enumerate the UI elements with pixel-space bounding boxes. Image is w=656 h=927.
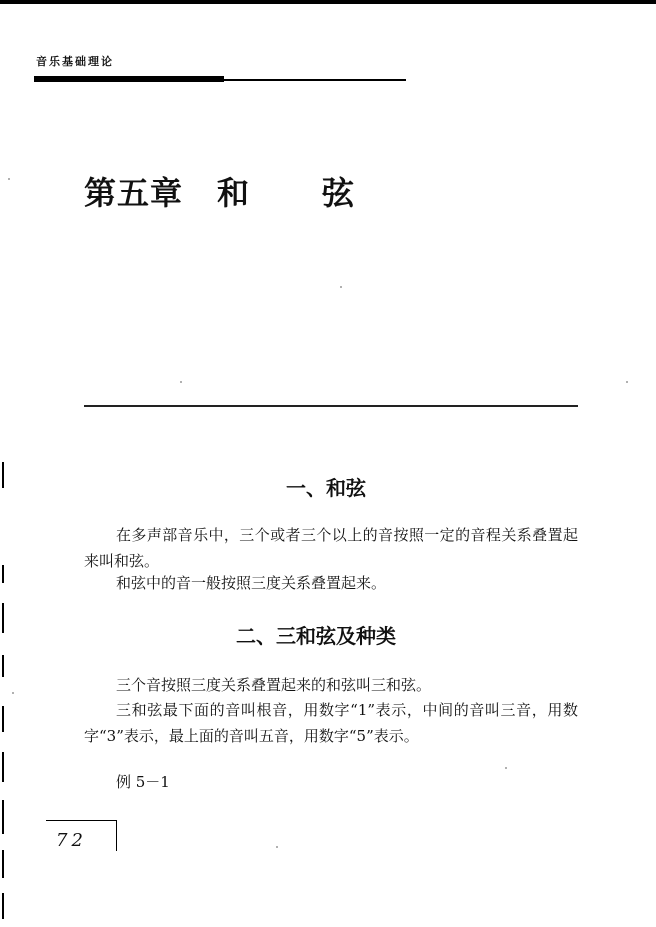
binding-mark: [2, 655, 4, 677]
binding-mark: [2, 706, 4, 732]
scan-speck: [12, 692, 14, 694]
section-2-paragraph-2: 三和弦最下面的音叫根音，用数字“1”表示，中间的音叫三音，用数字“3”表示，最上面的音叫五音，用数字“5”表示。: [84, 701, 578, 745]
scan-speck: [276, 846, 278, 848]
binding-mark: [2, 603, 4, 633]
binding-mark: [2, 565, 4, 583]
binding-mark: [2, 850, 4, 878]
chapter-divider-rule: [84, 405, 578, 407]
scan-speck: [626, 381, 628, 383]
page-number: 72: [56, 830, 87, 851]
scan-speck: [180, 381, 182, 383]
section-2-paragraph-1: 三个音按照三度关系叠置起来的和弦叫三和弦。: [116, 676, 432, 694]
binding-mark: [2, 752, 4, 782]
scan-top-edge: [0, 0, 656, 4]
section-1-paragraph-2: 和弦中的音一般按照三度关系叠置起来。: [116, 574, 387, 592]
scan-speck: [505, 767, 507, 769]
section-2-heading: 二、三和弦及种类: [236, 624, 396, 648]
section-1-paragraph-1: 在多声部音乐中，三个或者三个以上的音按照一定的音程关系叠置起来叫和弦。: [84, 526, 578, 570]
example-label: 例 5－1: [116, 773, 170, 791]
binding-mark: [2, 462, 4, 488]
chapter-number: 第五章: [84, 174, 184, 212]
scan-speck: [340, 286, 342, 288]
binding-mark: [2, 893, 4, 919]
running-head: 音乐基础理论: [36, 55, 114, 68]
header-rule-thin: [34, 79, 406, 81]
chapter-title-char-2: 弦: [322, 174, 356, 212]
section-1-heading: 一、和弦: [286, 476, 366, 500]
binding-mark: [2, 800, 4, 834]
chapter-title: [84, 168, 355, 214]
chapter-title-char-1: 和: [217, 174, 251, 212]
scan-speck: [8, 178, 10, 180]
